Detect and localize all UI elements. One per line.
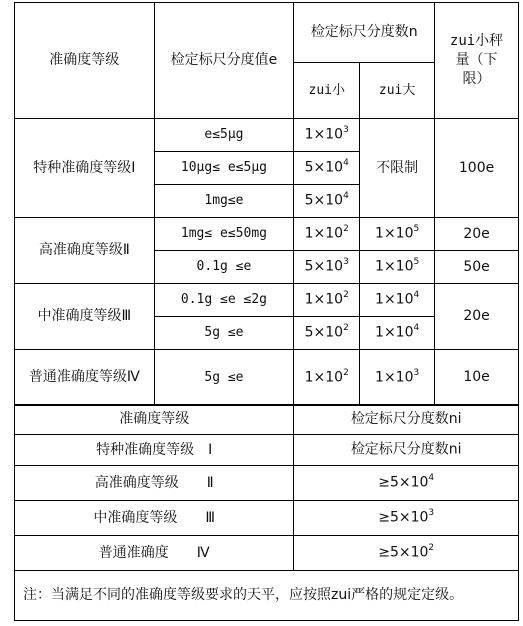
e-cell: 1mg≤ e≤50mg (154, 218, 294, 251)
n-min-cell: $5\times 10^4$ (294, 185, 360, 218)
min-capacity-cell: 100e (435, 119, 519, 218)
e-cell: e≤5μg (154, 119, 294, 152)
division-count-table (14, 404, 519, 621)
accuracy-grade-table (14, 2, 519, 406)
n-max-unlimited: 不限制 (360, 119, 435, 218)
e-cell: 0.1g ≤e ≤2g (154, 284, 294, 317)
n-max-cell: $1\times 10^5$ (360, 218, 435, 251)
e-cell: 5g ≤e (154, 350, 294, 406)
n-min-cell: $5\times 10^3$ (294, 251, 360, 284)
grade-2-label: 高准确度等级 Ⅱ (15, 466, 294, 501)
n-max-cell: $1\times 10^5$ (360, 251, 435, 284)
n-min-cell: $1\times 10^2$ (294, 284, 360, 317)
grade-1-label: 特种准确度等级Ⅰ (15, 119, 155, 218)
header-e: 检定标尺分度值e (154, 3, 294, 119)
grade-1-label: 特种准确度等级 Ⅰ (15, 435, 294, 466)
e-cell: 10μg≤ e≤5μg (154, 152, 294, 185)
n-min-cell: $1\times 10^3$ (294, 119, 360, 152)
ni-cell: $\ge 5\times 10^2$ (294, 536, 519, 571)
ni-cell: $\ge 5\times 10^4$ (294, 466, 519, 501)
min-capacity-cell: 50e (435, 251, 519, 284)
min-capacity-cell: 20e (435, 218, 519, 251)
n-max-cell: $1\times 10^3$ (360, 350, 435, 406)
grade-3-label: 中准确度等级Ⅲ (15, 284, 155, 350)
header-n: 检定标尺分度数n (294, 3, 435, 63)
ni-cell: $\ge 5\times 10^3$ (294, 501, 519, 536)
n-max-cell: $1\times 10^4$ (360, 284, 435, 317)
grade-2-label: 高准确度等级Ⅱ (15, 218, 155, 284)
n-min-cell: $1\times 10^2$ (294, 350, 360, 406)
header-n-min: zui小 (294, 63, 360, 119)
footnote: 注：当满足不同的准确度等级要求的天平，应按照zui严格的规定定级。 (15, 571, 519, 621)
grade-4-label: 普通准确度等级Ⅳ (15, 350, 155, 406)
grade-4-label: 普通准确度 Ⅳ (15, 536, 294, 571)
e-cell: 0.1g ≤e (154, 251, 294, 284)
n-min-cell: $5\times 10^4$ (294, 152, 360, 185)
min-capacity-cell: 20e (435, 284, 519, 350)
min-capacity-cell: 10e (435, 350, 519, 406)
e-cell: 5g ≤e (154, 317, 294, 350)
header-grade: 准确度等级 (15, 405, 294, 435)
header-n-max: zui大 (360, 63, 435, 119)
ni-cell: 检定标尺分度数ni (294, 435, 519, 466)
e-cell: 1mg≤e (154, 185, 294, 218)
grade-3-label: 中准确度等级 Ⅲ (15, 501, 294, 536)
header-grade: 准确度等级 (15, 3, 155, 119)
header-min-capacity: zui小秤量（下限） (435, 3, 519, 119)
n-min-cell: $1\times 10^2$ (294, 218, 360, 251)
n-max-cell: $1\times 10^4$ (360, 317, 435, 350)
n-min-cell: $5\times 10^2$ (294, 317, 360, 350)
header-ni: 检定标尺分度数ni (294, 405, 519, 435)
